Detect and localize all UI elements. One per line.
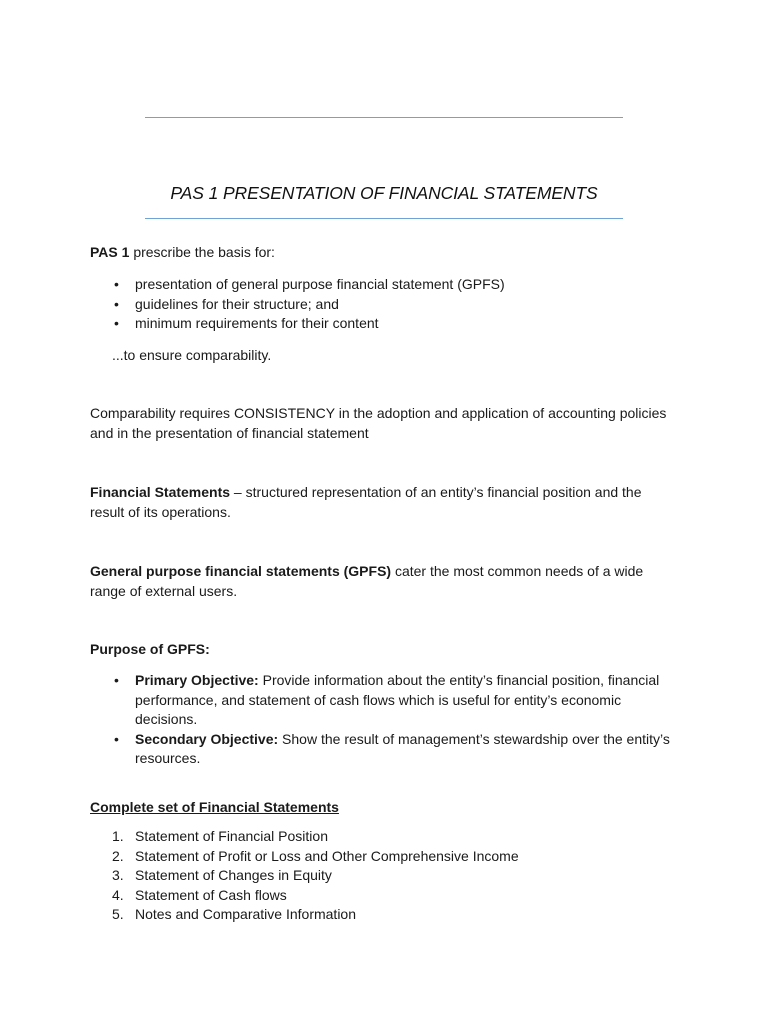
list-item [90,905,690,925]
ensure-line: ...to ensure comparability. [112,347,272,363]
bullet-icon: • [114,295,119,312]
objective-text: Provide information about the entity’s financial position, financial performance, and statement of cash flows which is useful for entity’s economic decisions. [135,672,660,727]
bullet-icon: • [114,730,119,747]
list-number: 3. [112,867,124,883]
list-item [90,314,690,334]
list-item-text: Statement of Changes in Equity [135,867,332,883]
list-item-text: guidelines for their structure; and [135,295,339,312]
list-item-text: Notes and Comparative Information [135,906,356,922]
objective-text: Show the result of management’s stewardship over the entity’s resources. [135,730,670,766]
list-item [90,275,690,295]
list-item [90,295,690,315]
fs-definition [90,483,670,522]
fs-text: – structured representation of an entity’s financial position and the result of its operations. [90,484,642,520]
list-number: 4. [112,886,124,903]
objective-label: Secondary Objective: [135,730,279,747]
list-item [90,886,690,906]
list-item [90,847,690,867]
purpose-heading: Purpose of GPFS: [90,641,210,657]
top-divider [145,117,623,118]
complete-set-heading: Complete set of Financial Statements [90,799,339,815]
gpfs-term: General purpose financial statements (GPFS) [90,563,392,579]
list-item-text: minimum requirements for their content [135,315,379,331]
document-title: PAS 1 PRESENTATION OF FINANCIAL STATEMENTS [170,183,598,203]
list-item-text: Statement of Cash flows [135,886,287,903]
list-item-text: Statement of Financial Position [135,828,328,844]
intro-text: prescribe the basis for: [129,244,275,260]
title-divider [145,218,623,219]
gpfs-definition [90,562,670,601]
list-number: 1. [112,828,124,844]
basis-list [90,275,690,334]
list-item [90,730,670,769]
list-number: 2. [112,847,124,864]
intro-paragraph [90,243,690,263]
comparability-paragraph: Comparability requires CONSISTENCY in the adoption and application of accounting policies and in the presentation of financial statement [90,405,667,441]
list-item [90,671,670,730]
bullet-icon: • [114,672,119,688]
bullet-icon: • [114,315,119,331]
list-item [90,866,690,886]
list-number: 5. [112,906,124,922]
intro-term: PAS 1 [90,244,130,260]
objective-label: Primary Objective: [135,672,259,688]
gpfs-text: cater the most common needs of a wide range of external users. [90,563,644,599]
objectives-list [90,671,670,769]
list-item-text: Statement of Profit or Loss and Other Comprehensive Income [135,847,519,864]
bullet-icon: • [114,276,119,292]
complete-set-list [90,827,690,925]
list-item-text: presentation of general purpose financial statement (GPFS) [135,276,505,292]
fs-term: Financial Statements [90,484,231,500]
list-item [90,827,690,847]
